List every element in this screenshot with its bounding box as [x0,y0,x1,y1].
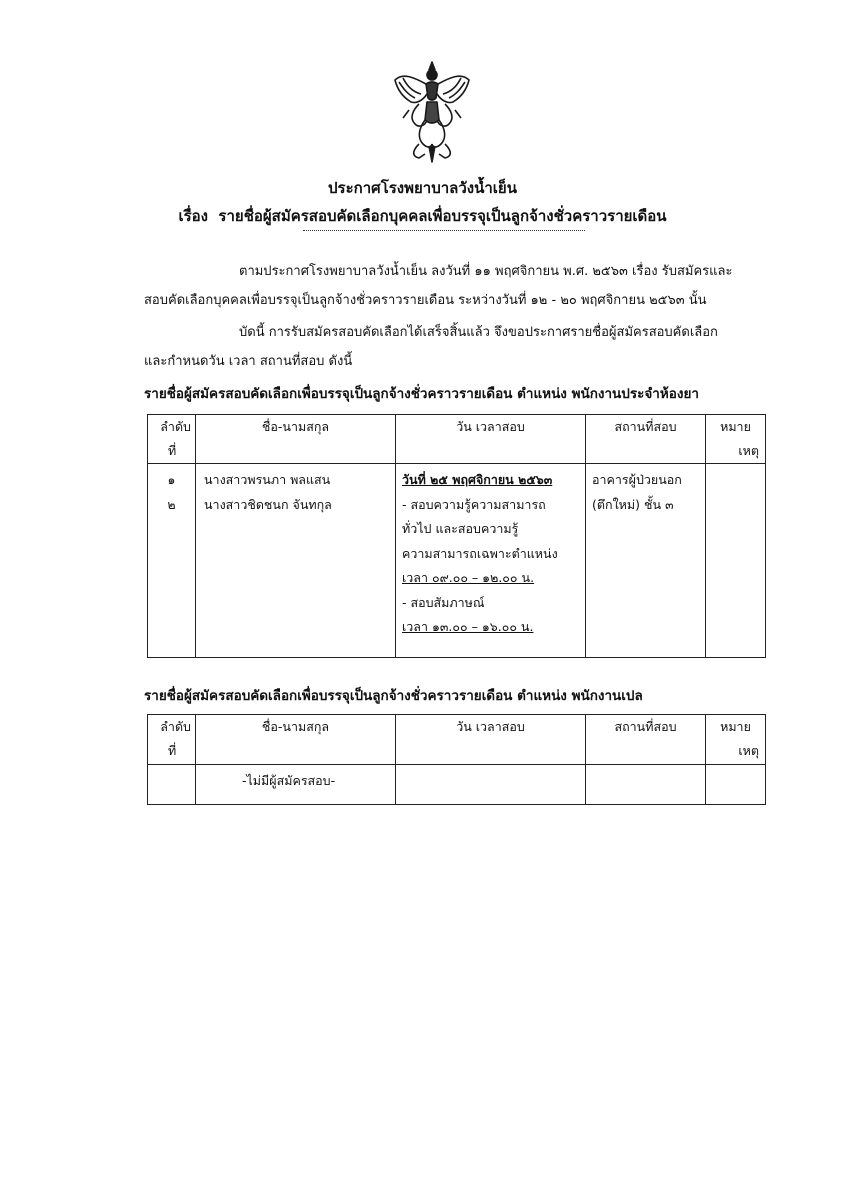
no-applicants-text: -ไม่มีผู้สมัครสอบ- [242,773,336,788]
cell-numbers [148,765,196,805]
announcement-subject [0,204,845,228]
table-row [148,464,766,658]
header-datetime: วัน เวลาสอบ [396,415,586,464]
header-no: ลำดับ ที่ [148,415,196,464]
garuda-emblem [389,58,475,168]
header-name: ชื่อ-นามสกุล [196,415,396,464]
exam-item-1: - สอบความรู้ความสามารถ [402,496,546,512]
cell-schedule [396,765,586,805]
table-header-row [148,415,766,464]
cell-place [586,464,706,658]
table-header-row [148,715,766,765]
place-line: (ตึกใหม่) ชั้น ๓ [592,496,674,512]
exam-item-1-cont: ทั่วไป และสอบความรู้ [402,521,519,536]
cell-numbers [148,464,196,658]
table-row [148,765,766,805]
cell-remark [706,464,766,658]
cell-remark [706,765,766,805]
paragraph-1-line-1: ตามประกาศโรงพยาบาลวังน้ำเย็น ลงวันที่ ๑๑ พฤศจิกายน พ.ศ. ๒๕๖๓ เรื่อง รับสมัครและ [239,264,733,279]
cell-names [196,464,396,658]
header-name: ชื่อ-นามสกุล [196,715,396,765]
header-remark: หมาย เหตุ [706,715,766,765]
dotted-divider [303,230,585,231]
header-remark: หมาย เหตุ [706,415,766,464]
exam-item-2-time: เวลา ๑๓.๐๐ – ๑๖.๐๐ น. [402,619,534,634]
cell-schedule [396,464,586,658]
applicant-name: นางสาวพรนภา พลแสน [204,472,331,487]
exam-item-2: - สอบสัมภาษณ์ [402,594,485,610]
header-no: ลำดับ ที่ [148,715,196,765]
paragraph-2-line-1: บัดนี้ การรับสมัครสอบคัดเลือกได้เสร็จสิ้นแล้ว จึงขอประกาศรายชื่อผู้สมัครสอบคัดเลือก [239,325,718,340]
paragraph-2-line-2: และกำหนดวัน เวลา สถานที่สอบ ดังนี้ [144,354,353,369]
cell-names [196,765,396,805]
row-number: ๑ [167,472,176,487]
section-2-table [147,714,766,805]
row-number: ๒ [167,496,176,512]
exam-item-1-time: เวลา ๐๙.๐๐ – ๑๒.๐๐ น. [402,570,535,585]
header-place: สถานที่สอบ [586,415,706,464]
section-1-table [147,414,766,658]
header-place: สถานที่สอบ [586,715,706,765]
section-2-heading: รายชื่อผู้สมัครสอบคัดเลือกเพื่อบรรจุเป็นลูกจ้างชั่วคราวรายเดือน ตำแหน่ง พนักงานเปล [144,688,643,704]
exam-item-1-cont: ความสามารถเฉพาะตำแหน่ง [402,545,558,561]
place-line: อาคารผู้ป่วยนอก [592,472,682,487]
subject-label: เรื่อง [178,207,208,225]
applicant-name: นางสาวชิดชนก จันทกุล [204,496,332,512]
exam-date: วันที่ ๒๕ พฤศจิกายน ๒๕๖๓ [402,472,553,487]
subject-text: รายชื่อผู้สมัครสอบคัดเลือกบุคคลเพื่อบรรจุเป็นลูกจ้างชั่วคราวรายเดือน [218,207,667,225]
announcement-title: ประกาศโรงพยาบาลวังน้ำเย็น [328,179,517,197]
header-datetime: วัน เวลาสอบ [396,715,586,765]
section-1-heading: รายชื่อผู้สมัครสอบคัดเลือกเพื่อบรรจุเป็นลูกจ้างชั่วคราวรายเดือน ตำแหน่ง พนักงานประจำห้องยา [144,386,699,402]
cell-place [586,765,706,805]
paragraph-1-line-2: สอบคัดเลือกบุคคลเพื่อบรรจุเป็นลูกจ้างชั่วคราวรายเดือน ระหว่างวันที่ ๑๒ - ๒๐ พฤศจิกายน ๒๕๖๓ นั้น [144,293,707,308]
